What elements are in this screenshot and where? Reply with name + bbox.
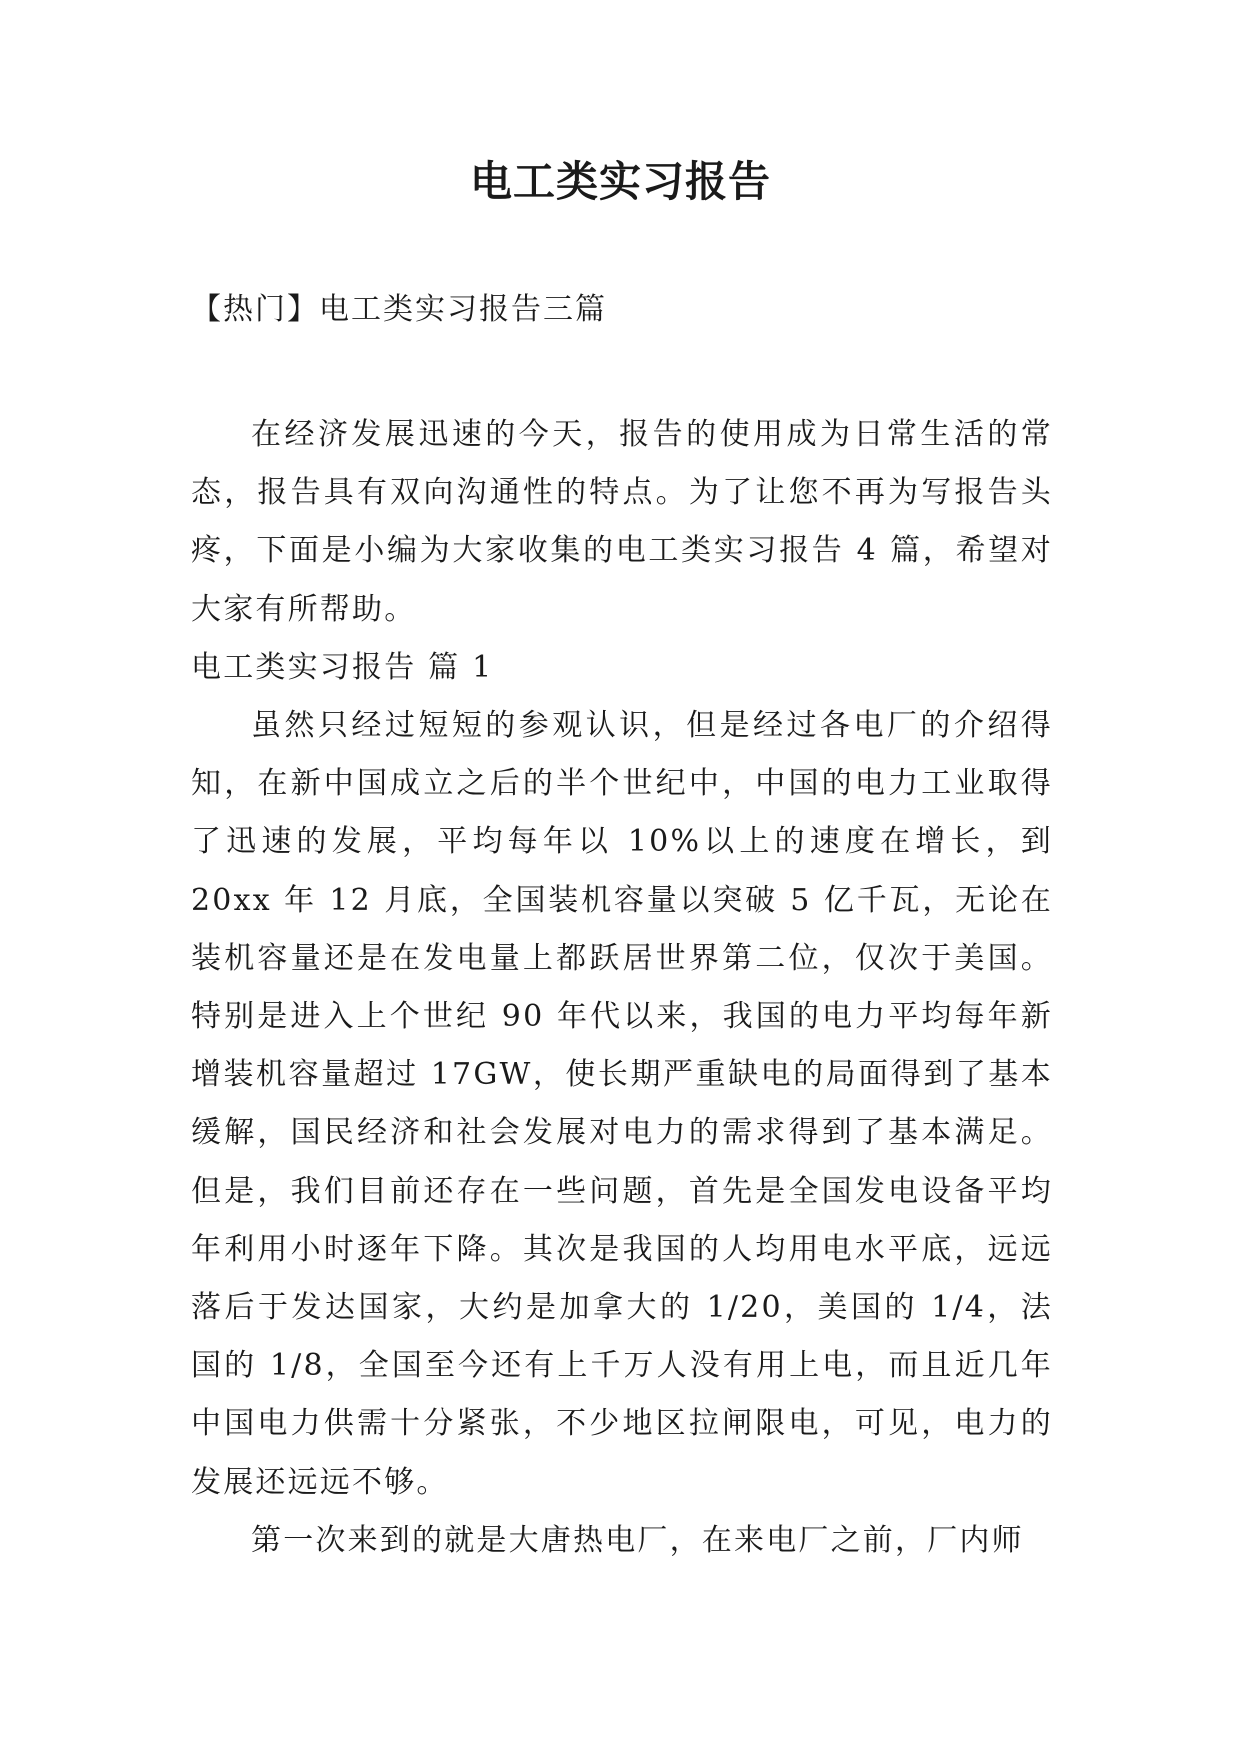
document-body — [191, 406, 1053, 1570]
document-subtitle: 【热门】电工类实习报告三篇 — [191, 292, 607, 327]
body-paragraph: 虽然只经过短短的参观认识，但是经过各电厂的介绍得知，在新中国成立之后的半个世纪中，中国的电力工业取得了迅速的发展，平均每年以 10%以上的速度在增长，到 20xx 年 12 月底，全国装机容量以突破 5 亿千瓦，无论在装机容量还是在发电量上都跃居世界第二位，仅次于美国。特别是进入上个世纪 90 年代以来，我国的电力平均每年新增装机容量超过 17GW，使长期严重缺电的局面得到了基本缓解，国民经济和社会发展对电力的需求得到了基本满足。 但是，我们目前还存在一些问题，首先是全国发电设备平均年利用小时逐年下降。其次是我国的人均用电水平底，远远落后于发达国家，大约是加拿大的 1/20，美国的 1/4，法国的 1/8，全国至今还有上千万人没有用上电，而且近几年中国电力供需十分紧张，不少地区拉闸限电，可见，电力的发展还远远不够。 — [191, 708, 1053, 1500]
body-paragraph-continued: 第一次来到的就是大唐热电厂，在来电厂之前，厂内师 — [251, 1522, 1024, 1558]
section-heading: 电工类实习报告 篇 1 — [191, 649, 494, 685]
intro-paragraph: 在经济发展迅速的今天，报告的使用成为日常生活的常态，报告具有双向沟通性的特点。为了让您不再为写报告头疼，下面是小编为大家收集的电工类实习报告 4 篇，希望对大家有所帮助。 — [191, 417, 1053, 627]
document-title: 电工类实习报告 — [469, 157, 771, 206]
